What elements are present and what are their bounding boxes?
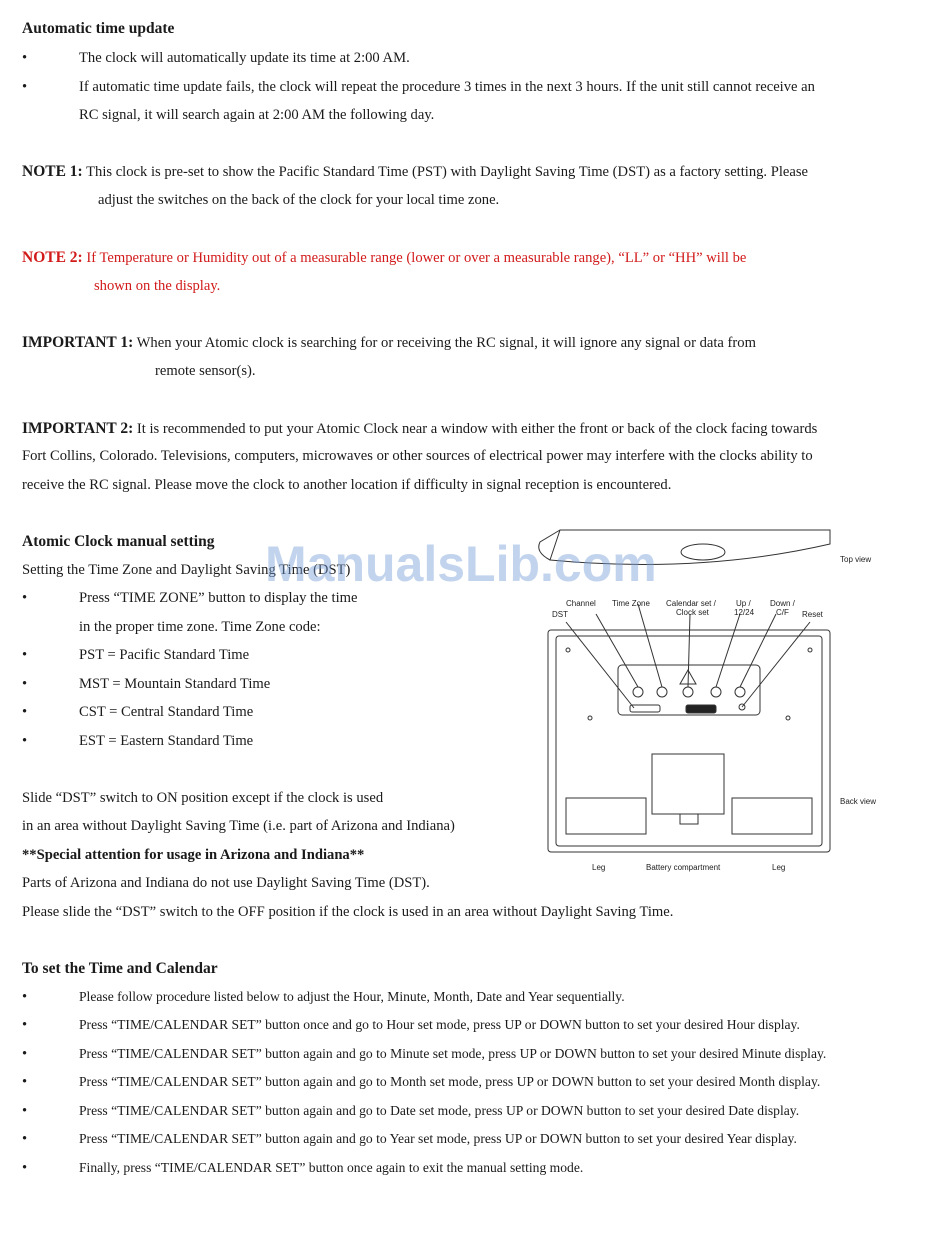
leg-left [566,798,646,834]
important2-line2: Fort Collins, Colorado. Televisions, computers, microwaves or other sources of electrical power may interfere with the clocks ability to [22,448,813,464]
down-label: Down / [770,599,795,608]
important1-text: When your Atomic clock is searching for or receiving the RC signal, it will ignore any signal or data from [136,335,756,351]
back-view-label: Back view [840,797,877,806]
top-view-label: Top view [840,555,872,564]
battery-compartment [652,754,724,814]
manual-bullet-1a: Press “TIME ZONE” button to display the time [79,590,358,606]
note2-line2: shown on the display. [94,278,221,294]
auto-update-heading: Automatic time update [22,20,175,37]
important2-label: IMPORTANT 2: [22,420,134,437]
calendar-bullet-4: Press “TIME/CALENDAR SET” button again and go to Month set mode, press UP or DOWN button to set your desired Month display. [79,1074,821,1089]
note2-line1 [22,249,746,267]
bullet: • [22,50,28,66]
slide-line1: Slide “DST” switch to ON position except if the clock is used [22,790,384,806]
please-line: Please slide the “DST” switch to the OFF position if the clock is used in an area without Daylight Saving Time. [22,904,674,920]
calendar-heading: To set the Time and Calendar [22,960,218,977]
note1-line2: adjust the switches on the back of the clock for your local time zone. [98,192,500,208]
bullet: • [22,1017,28,1033]
auto-update-bullet-1: The clock will automatically update its time at 2:00 AM. [79,50,410,66]
up-button [711,687,721,697]
battery-label: Battery compartment [646,863,721,872]
leg-right-label: Leg [772,863,786,872]
bullet: • [22,989,28,1005]
important1-label: IMPORTANT 1: [22,334,134,351]
time-zone-label: Time Zone [612,599,650,608]
channel-label: Channel [566,599,596,608]
auto-update-bullet-2-cont: RC signal, it will search again at 2:00 AM the following day. [79,107,435,123]
clock-set-label: Clock set [676,608,709,617]
bullet: • [22,1131,28,1147]
bullet: • [22,1046,28,1062]
leg-left-label: Leg [592,863,606,872]
bullet: • [22,79,28,95]
bullet: • [22,676,28,692]
special-attention: **Special attention for usage in Arizona and Indiana** [22,847,365,863]
zone-pst: PST = Pacific Standard Time [79,647,250,663]
reset-label: Reset [802,610,823,619]
important1-line1 [22,334,756,352]
calendar-bullet-5: Press “TIME/CALENDAR SET” button again and go to Date set mode, press UP or DOWN button to set your desired Date display. [79,1103,800,1118]
slide-line2: in an area without Daylight Saving Time (i.e. part of Arizona and Indiana) [22,818,455,834]
manual-intro: Setting the Time Zone and Daylight Saving Time (DST) [22,562,351,578]
manual-bullet-1b: in the proper time zone. Time Zone code: [79,619,321,635]
important2-text: It is recommended to put your Atomic Clock near a window with either the front or back of the clock facing towards [136,421,818,437]
calendar-bullet-1: Please follow procedure listed below to adjust the Hour, Minute, Month, Date and Year sequentially. [79,989,625,1004]
auto-update-bullet-2: If automatic time update fails, the clock will repeat the procedure 3 times in the next 3 hours. If the unit still cannot receive an [79,79,815,95]
calendar-bullet-2: Press “TIME/CALENDAR SET” button once and go to Hour set mode, press UP or DOWN button to set your desired Hour display. [79,1017,800,1032]
leg-right [732,798,812,834]
clock-top-view-button [681,544,725,560]
watermark: ManualsLib.com [265,536,657,592]
bullet: • [22,647,28,663]
calendar-bullet-7: Finally, press “TIME/CALENDAR SET” button once again to exit the manual setting mode. [79,1160,584,1175]
battery-latch [680,814,698,824]
zone-cst: CST = Central Standard Time [79,704,254,720]
calendar-set-label: Calendar set / [666,599,716,608]
bullet: • [22,704,28,720]
zone-est: EST = Eastern Standard Time [79,733,254,749]
note2-label: NOTE 2: [22,249,83,266]
important2-line1 [22,420,817,438]
calendar-set-button [683,687,693,697]
note1-label: NOTE 1: [22,163,83,180]
channel-button [633,687,643,697]
up-sub-label: 12/24 [734,608,755,617]
bullet: • [22,590,28,606]
manual-heading: Atomic Clock manual setting [22,533,215,550]
note1-text: This clock is pre-set to show the Pacific Standard Time (PST) with Daylight Saving Time (DST) as a factory setting. Please [86,164,809,180]
time-zone-button [657,687,667,697]
down-sub-label: C/F [776,608,789,617]
up-label: Up / [736,599,751,608]
important1-line2: remote sensor(s). [155,363,256,379]
bullet: • [22,733,28,749]
dst-switch [630,705,660,712]
dst-label: DST [552,610,568,619]
zone-mst: MST = Mountain Standard Time [79,676,271,692]
calendar-bullet-6: Press “TIME/CALENDAR SET” button again and go to Year set mode, press UP or DOWN button to set your desired Year display. [79,1131,797,1146]
parts-line: Parts of Arizona and Indiana do not use Daylight Saving Time (DST). [22,875,430,891]
note1-line1 [22,163,808,181]
down-button [735,687,745,697]
note2-text: If Temperature or Humidity out of a measurable range (lower or over a measurable range), “LL” or “HH” will be [86,250,747,266]
bullet: • [22,1103,28,1119]
zone-switch [686,705,716,713]
bullet: • [22,1160,28,1176]
important2-line3: receive the RC signal. Please move the clock to another location if difficulty in signal reception is encountered. [22,477,672,493]
bullet: • [22,1074,28,1090]
calendar-bullet-3: Press “TIME/CALENDAR SET” button again and go to Minute set mode, press UP or DOWN button to set your desired Minute display. [79,1046,827,1061]
